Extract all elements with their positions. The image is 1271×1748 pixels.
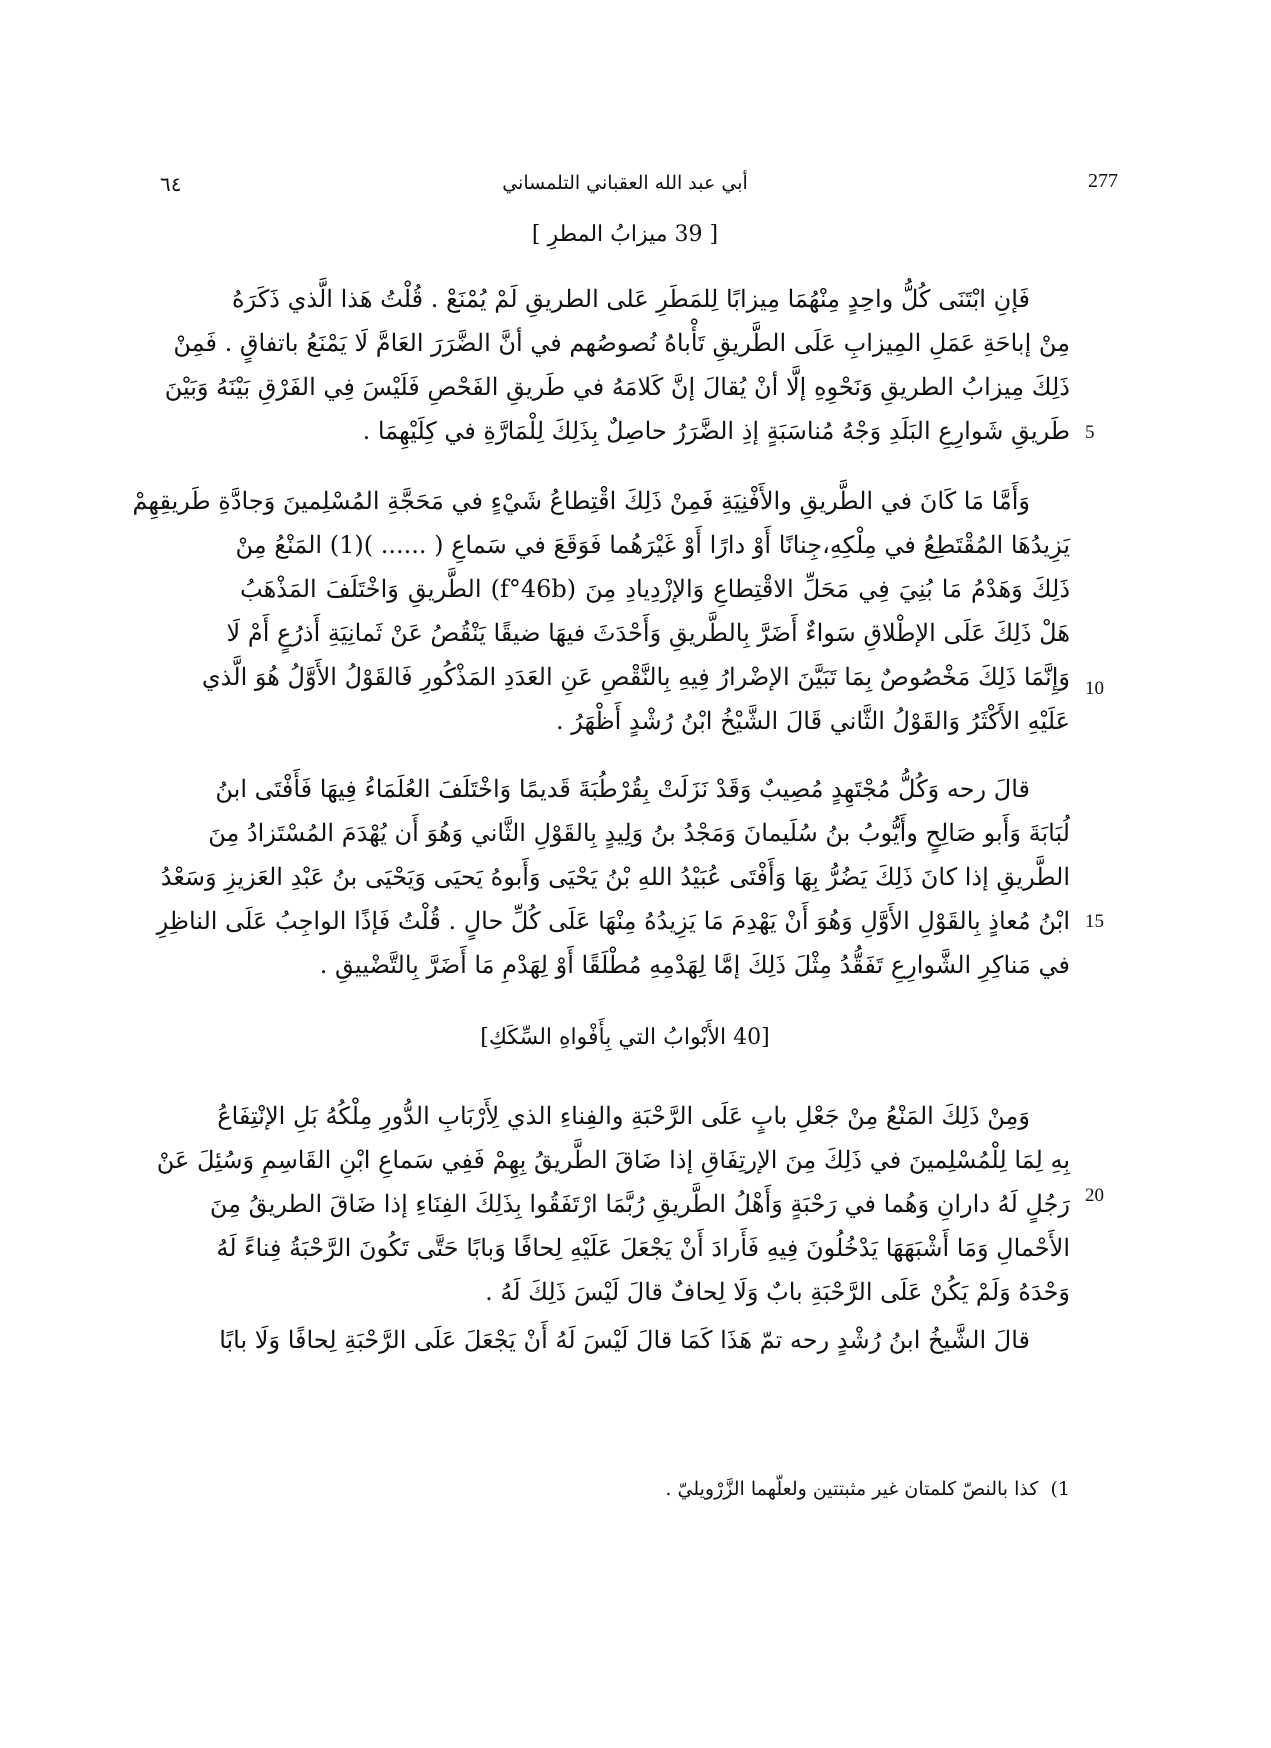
text-line: قالَ الشَّيخُ ابنُ رُشْدٍ رحه تمّ هَذَا كَمَا قالَ لَيْسَ لَهُ أَنْ يَجْعَلَ عَلَى الرَّحْبَةِ لِحافًا وَلَا بابًا — [219, 1326, 1030, 1354]
text-line: رَجُلٍ لَهُ دارانِ وَهُما في رَحْبَةٍ وَأَهْلُ الطَّريقِ رُبَّمَا ارْتَفَقُوا بِذَلِكَ الفِنَاءِ إذا ضَاقَ الطريقُ مِنَ — [209, 1190, 1070, 1218]
text-line: وَحْدَهُ وَلَمْ يَكُنْ عَلَى الرَّحْبَةِ بابٌ وَلَا لِحافٌ قالَ لَيْسَ ذَلِكَ لَهُ . — [485, 1278, 1070, 1306]
text-line: عَلَيْهِ الأَكْثَرُ وَالقَوْلُ الثَّاني قَالَ الشَّيْخُ ابْنُ رُشْدٍ أَظْهَرُ . — [555, 707, 1070, 735]
paragraph — [164, 277, 1070, 453]
line-number: 5 — [1085, 422, 1095, 443]
paragraph — [156, 1094, 1070, 1314]
text-line: هَلْ ذَلِكَ عَلَى الإطْلاقِ سَواءٌ أَضَرَّ بِالطَّريقِ وَأَحْدَثَ فيهَا ضيقًا يَنْقُصُ عَنْ ثَمانِيَةِ أَذرُعٍ أَمْ لَا — [226, 619, 1070, 647]
text-line: يَزِيدُهَا المُقْتَطِعُ في مِلْكِهِ،جِنانًا أَوْ دارًا أَوْ غَيْرَهُما فَوَقَعَ في سَماعِ ( ...... )(1) المَنْعُ مِنْ — [235, 531, 1070, 559]
section-heading-39: [ 39 ميزابُ المطرِ ] — [531, 222, 719, 247]
section-heading-40: [40 الأَبْوابُ التي بِأَفْواهِ السِّكَكِ] — [480, 1025, 770, 1050]
text-line: مِنْ إباحَةِ عَمَلِ المِيزابِ عَلَى الطَّريقِ تَأْباهُ نُصوصُهم في أنَّ الضَّرَرَ العَامَّ لَا يَمْنَعُ باتفاقٍ . فَمِنْ — [173, 329, 1070, 357]
text-line: قالَ رحه وَكُلُّ مُجْتَهِدٍ مُصِيبٌ وَقَدْ نَزَلَتْ بِقُرْطُبَةَ قَديمًا وَاخْتَلَفَ العُلَمَاءُ فِيهَا فَأَفْتَى ابنُ — [215, 775, 1030, 803]
page-number: 277 — [1088, 170, 1118, 192]
line-number: 10 — [1085, 678, 1104, 699]
text-line: في مَناكِرِ الشَّوارِعِ تَفَقُّدُ مِثْلَ ذَلِكَ إمَّا لِهَدْمِهِ مُطْلَقًا أَوْ لِهَدْمِ مَا أَضَرَّ بِالتَّضْييقِ . — [319, 951, 1070, 979]
text-line: بِهِ لِمَا لِلْمُسْلِمينَ في ذَلِكَ مِنَ الإرتِفَاقِ إذا ضَاقَ الطَّريقُ بِهِمْ فَفِي سَماعِ ابْنِ القَاسِمِ وَسُئِلَ عَنْ — [156, 1146, 1070, 1174]
paragraph — [132, 479, 1071, 743]
text-line: ابْنُ مُعاذٍ بِالقَوْلِ الأَوَّلِ وَهُوَ أَنْ يَهْدِمَ مَا يَزِيدُهُ مِنْهَا عَلَى كُلِّ حالٍ . قُلْتُ فَإذًا الواجِبُ عَلَى الناظِرِ — [156, 907, 1070, 935]
text-line: الطَّريقِ إذا كانَ ذَلِكَ يَضُرُّ بِهَا وَأَفْتَى عُبَيْدُ اللهِ بْنُ يَحْيَى وَأَبوهُ يَحيَى وَيَحْيَى بنُ عَبْدِ العَزيزِ وَسَعْدُ — [160, 863, 1070, 891]
footnote-text: كذا بالنصّ كلمتان غير مثبتتين ولعلّهما الزَّرْويليّ . — [665, 1478, 1039, 1500]
running-title: أبي عبد الله العقباني التلمساني — [502, 172, 748, 194]
text-line: ذَلِكَ وَهَدْمُ مَا بُنِيَ فِي مَحَلِّ الاقْتِطاعِ وَالإزْدِيادِ مِنَ (f°46b) الطَّريقِ وَاخْتَلَفَ المَذْهَبُ — [240, 575, 1071, 603]
text-line: وَأَمَّا مَا كَانَ في الطَّريقِ والأَفْنِيَةِ فَمِنْ ذَلِكَ اقْتِطاعُ شَيْءٍ في مَحَجَّةِ المُسْلِمينَ وَجادَّةِ طَريقِهِمْ — [132, 487, 1030, 515]
paragraph — [219, 1318, 1070, 1362]
paragraph — [156, 767, 1070, 987]
text-line: ذَلِكَ مِيزابُ الطريقِ وَنَحْوِهِ إلَّا أنْ يُقالَ إنَّ كَلامَهُ في طَريقِ الفَحْصِ فَلَيْسَ فِي الفَرْقِ بَيْنَهُ وَبَيْنَ — [164, 373, 1070, 401]
line-number: 20 — [1085, 1185, 1104, 1206]
text-line: وَإِنَّمَا ذَلِكَ مَخْصُوصٌ بِمَا تَبَيَّنَ الإضْرارُ فِيهِ بِالنَّقْصِ عَنِ العَدَدِ المَذْكُورِ فَالقَوْلُ الأَوَّلُ هُوَ الَّذي — [201, 663, 1070, 691]
running-header — [160, 170, 1118, 210]
text-line: لُبَابَةَ وَأَبو صَالِحٍ وأَيُّوبُ بنُ سُلَيمانَ وَمَجْدُ بنُ وَلِيدٍ بِالقَوْلِ الثَّاني وَهُوَ أَن يُهْدَمَ المُسْتَزادُ مِنَ — [208, 819, 1070, 847]
footnote — [240, 1478, 1070, 1500]
text-line: وَمِنْ ذَلِكَ المَنْعُ مِنْ جَعْلِ بابٍ عَلَى الرَّحْبَةِ والفِناءِ الذي لِأَرْبَابِ الدُّورِ مِلْكُهُ بَلِ الإنْتِفَاعُ — [217, 1102, 1030, 1130]
text-line: طَريقِ شَوارِعِ البَلَدِ وَجْهُ مُناسَبَةٍ إذِ الضَّرَرُ حاصِلٌ بِذَلِكَ لِلْمَارَّةِ في كِلَيْهِمَا . — [362, 417, 1070, 445]
text-line: الأَحْمالِ وَمَا أَشْبَهَهَا يَدْخُلُونَ فِيهِ فَأَرادَ أَنْ يَجْعَلَ عَلَيْهِ لِحافًا وَبابًا حَتَّى تَكُونَ الرَّحْبَةُ فِناءً لَهُ — [216, 1234, 1070, 1262]
line-number: 15 — [1085, 911, 1104, 932]
page-number-arabic: ٦٤ — [160, 172, 182, 196]
footnote-label: 1) — [1050, 1478, 1070, 1500]
text-line: فَإنِ ابْتَنَى كُلُّ واحِدٍ مِنْهُمَا مِيزابًا لِلمَطَرِ عَلى الطريقِ لَمْ يُمْنَعْ . قُلْتُ هَذا الَّذي ذَكَرَهُ — [232, 285, 1030, 313]
